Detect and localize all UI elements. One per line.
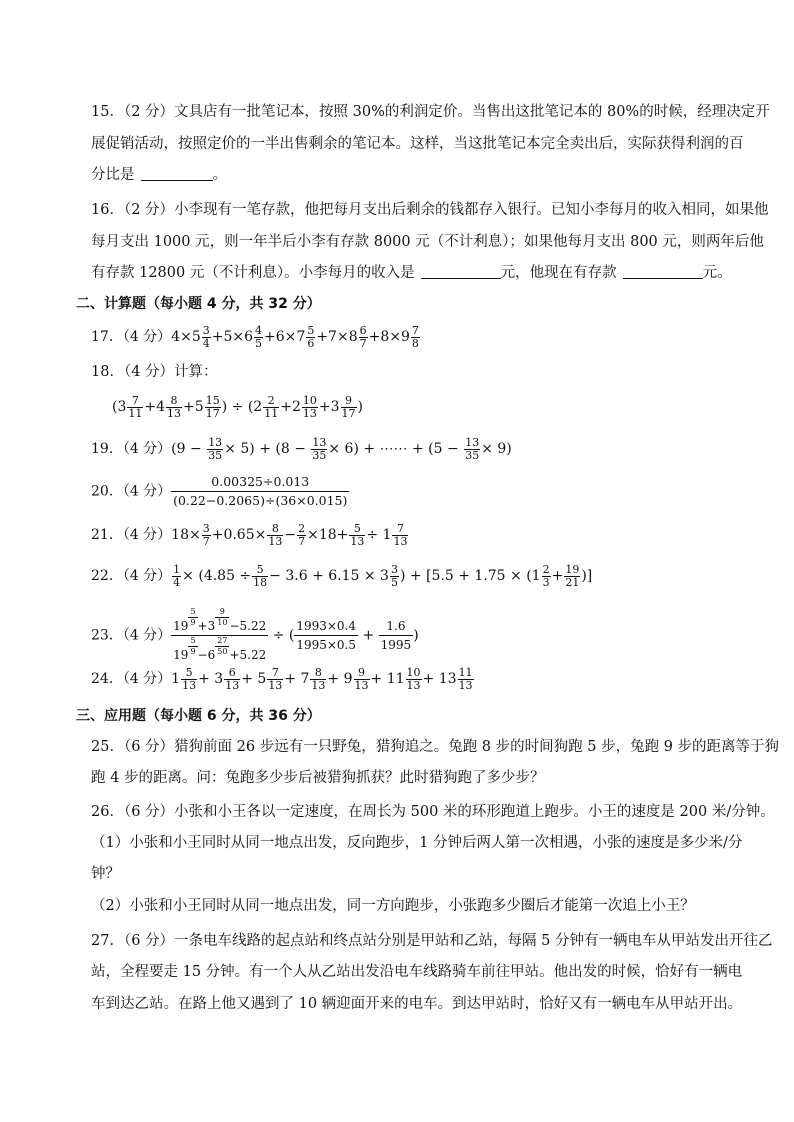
mixed-number: + 3 $\frac{6}{13}$ (198, 665, 240, 692)
mixed-number: + 11 $\frac{10}{13}$ (370, 665, 421, 692)
q16-line-3 (91, 263, 732, 283)
q16-end: 元。 (702, 265, 732, 281)
q23: 23．（4 分） 19 $\frac{5}{9}$ +3 $\frac{9}{10}$ −5.22 19 $\frac{5}{9}$ −6 $\frac{27}{50}$ +5.22 ÷ ( $\frac{1993\times 0.4}{1995\times 0.5}$ + $\frac{1.6}{1995}$ ) (91, 607, 419, 662)
q27-line-2: 站，全程要走 15 分钟。有一个人从乙站出发沿电车线路骑车前往甲站。他出发的时候，恰好有一辆电 (91, 964, 743, 980)
q15-end: 。 (212, 167, 227, 183)
q18-label: 18．（4 分）计算： (91, 364, 218, 380)
q27-line-1: 27．（6 分）一条电车线路的起点站和终点站分别是甲站和乙站，每隔 5 分钟有一辆电车从甲站发出开往乙 (91, 933, 773, 949)
q24-label: 24．（4 分） (91, 671, 172, 687)
mixed-number: 3 $\frac{7}{11}$ (117, 393, 143, 420)
q22: 22．（4 分） $\frac{1}{4}$ × (4.85 ÷ $\frac{5}{18}$ − 3.6 + 6.15 × 3 $\frac{3}{5}$ ) + [5.5 + 1.75 × (1 $\frac{2}{3}$ + $\frac{19}{21}$ )] (91, 562, 593, 589)
q17-label: 17．（4 分） (91, 329, 172, 345)
q20-fraction: $\frac{0.00325\div 0.013}{(0.22-0.2065)\div(36\times 0.015)}$ (173, 474, 348, 508)
q21: 21．（4 分）18× $\frac{3}{7}$ +0.65× $\frac{8}{13}$ − $\frac{2}{7}$ ×18+ $\frac{5}{13}$ ÷ 1 $\frac{7}{13}$ (91, 521, 408, 548)
mixed-number: +5 $\frac{15}{17}$ (183, 393, 220, 420)
mixed-number: +3 $\frac{9}{17}$ (318, 393, 356, 420)
q22-label: 22．（4 分） (91, 568, 172, 584)
mixed-number: +8×9 $\frac{7}{8}$ (368, 323, 419, 350)
q23-label: 23．（4 分） (91, 627, 172, 644)
mixed-number: +2 $\frac{10}{13}$ (280, 393, 317, 420)
q26-part-1-line-1: （1）小张和小王同时从同一地点出发，反向跑步，1 分钟后两人第一次相遇，小张的速度是多少米/分 (91, 835, 743, 851)
q16-savings-blank[interactable] (623, 264, 703, 279)
q20 (91, 474, 349, 509)
q16-income-blank[interactable] (421, 264, 501, 279)
q16-line-2: 每月支出 1000 元，则一年半后小李有存款 8000 元（不计利息）；如果他每月支出 800 元，则两年后他 (91, 234, 764, 250)
q17-expression (171, 323, 421, 350)
q19-part-2: × 5) + (8 − (224, 441, 306, 457)
mixed-number: 1 $\frac{5}{13}$ (171, 665, 197, 692)
q19-label: 19．（4 分） (91, 441, 172, 457)
mixed-number: +7×8 $\frac{6}{7}$ (316, 323, 367, 350)
q17 (91, 324, 421, 350)
q19-part-3: × 6) + ⋯⋯ + (5 − (328, 441, 459, 457)
q15-line-3-text: 分比是 (91, 167, 135, 183)
q18-expression: (3 $\frac{7}{11}$ +4 $\frac{8}{13}$ +5 $\frac{15}{17}$ ) ÷ (2 $\frac{2}{11}$ +2 $\frac{10}{13}$ +3 $\frac{9}{17}$ ) (112, 393, 363, 420)
q19-part-4: × 9) (481, 441, 512, 457)
q15-line-1: 15．（2 分）文具店有一批笔记本，按照 30%的利润定价。当售出这批笔记本的 80%的时候，经理决定开 (91, 104, 770, 120)
mixed-number: + 13 $\frac{11}{13}$ (422, 665, 473, 692)
section-2-heading: 二、计算题（每小题 4 分，共 32 分） (76, 296, 321, 312)
q15-line-2: 展促销活动，按照定价的一半出售剩余的笔记本。这样，当这批笔记本完全卖出后，实际获得利润的百 (91, 136, 744, 152)
q23-main-fraction: 19 $\frac{5}{9}$ +3 $\frac{9}{10}$ −5.22 19 $\frac{5}{9}$ −6 $\frac{27}{50}$ +5.22 (173, 607, 267, 662)
q27-line-3: 车到达乙站。在路上他又遇到了 10 辆迎面开来的电车。到达甲站时，恰好又有一辆电车从甲站开出。 (91, 996, 743, 1012)
q16-mid: 元，他现在有存款 (500, 265, 617, 281)
mixed-number: + 5 $\frac{7}{13}$ (241, 665, 283, 692)
q18-divide: ÷ (231, 399, 244, 415)
section-3-heading: 三、应用题（每小题 6 分，共 36 分） (76, 708, 321, 724)
q19-fraction-3: $\frac{13}{35}$ (465, 435, 480, 462)
q20-label: 20．（4 分） (91, 483, 172, 500)
q26-line-1: 26．（6 分）小张和小王各以一定速度，在周长为 500 米的环形跑道上跑步。小王的速度是 200 米/分钟。 (91, 804, 775, 820)
q16-line-3-text: 有存款 12800 元（不计利息）。小李每月的收入是 (91, 265, 415, 281)
q19-part-1: (9 − (171, 441, 202, 457)
mixed-number: +4 $\frac{8}{13}$ (144, 393, 182, 420)
q24 (91, 666, 475, 692)
q26-part-2: （2）小张和小王同时从同一地点出发，同一方向跑步，小张跑多少圈后才能第一次追上小王？ (91, 898, 695, 914)
mixed-number: 2 $\frac{2}{11}$ (253, 393, 279, 420)
q25-line-1: 25．（6 分）猎狗前面 26 步远有一只野兔，猎狗追之。兔跑 8 步的时间狗跑 5 步，兔跑 9 步的距离等于狗 (91, 739, 780, 755)
mixed-number: +6×7 $\frac{5}{6}$ (264, 323, 315, 350)
q18-left-group (117, 393, 221, 420)
q15-line-3 (91, 165, 227, 185)
q15-answer-blank[interactable] (141, 166, 213, 181)
q18-right-group (253, 393, 357, 420)
mixed-number: + 7 $\frac{8}{13}$ (284, 665, 326, 692)
q25-line-2: 跑 4 步的距离。问：兔跑多少步后被猎狗抓获？此时猎狗跑了多少步？ (91, 770, 545, 786)
q24-expression (171, 665, 474, 692)
q16-line-1: 16．（2 分）小李现有一笔存款，他把每月支出后剩余的钱都存入银行。已知小李每月的收入相同，如果他 (91, 202, 769, 218)
q19-fraction-1: $\frac{13}{35}$ (208, 435, 223, 462)
q19-fraction-2: $\frac{13}{35}$ (312, 435, 327, 462)
q26-part-1-line-2: 钟？ (91, 866, 120, 882)
mixed-number: +5×6 $\frac{4}{5}$ (211, 323, 263, 350)
q21-label: 21．（4 分） (91, 527, 172, 543)
mixed-number: + 9 $\frac{9}{13}$ (327, 665, 369, 692)
mixed-number: 4×5 $\frac{3}{4}$ (171, 323, 210, 350)
q19 (91, 436, 512, 462)
